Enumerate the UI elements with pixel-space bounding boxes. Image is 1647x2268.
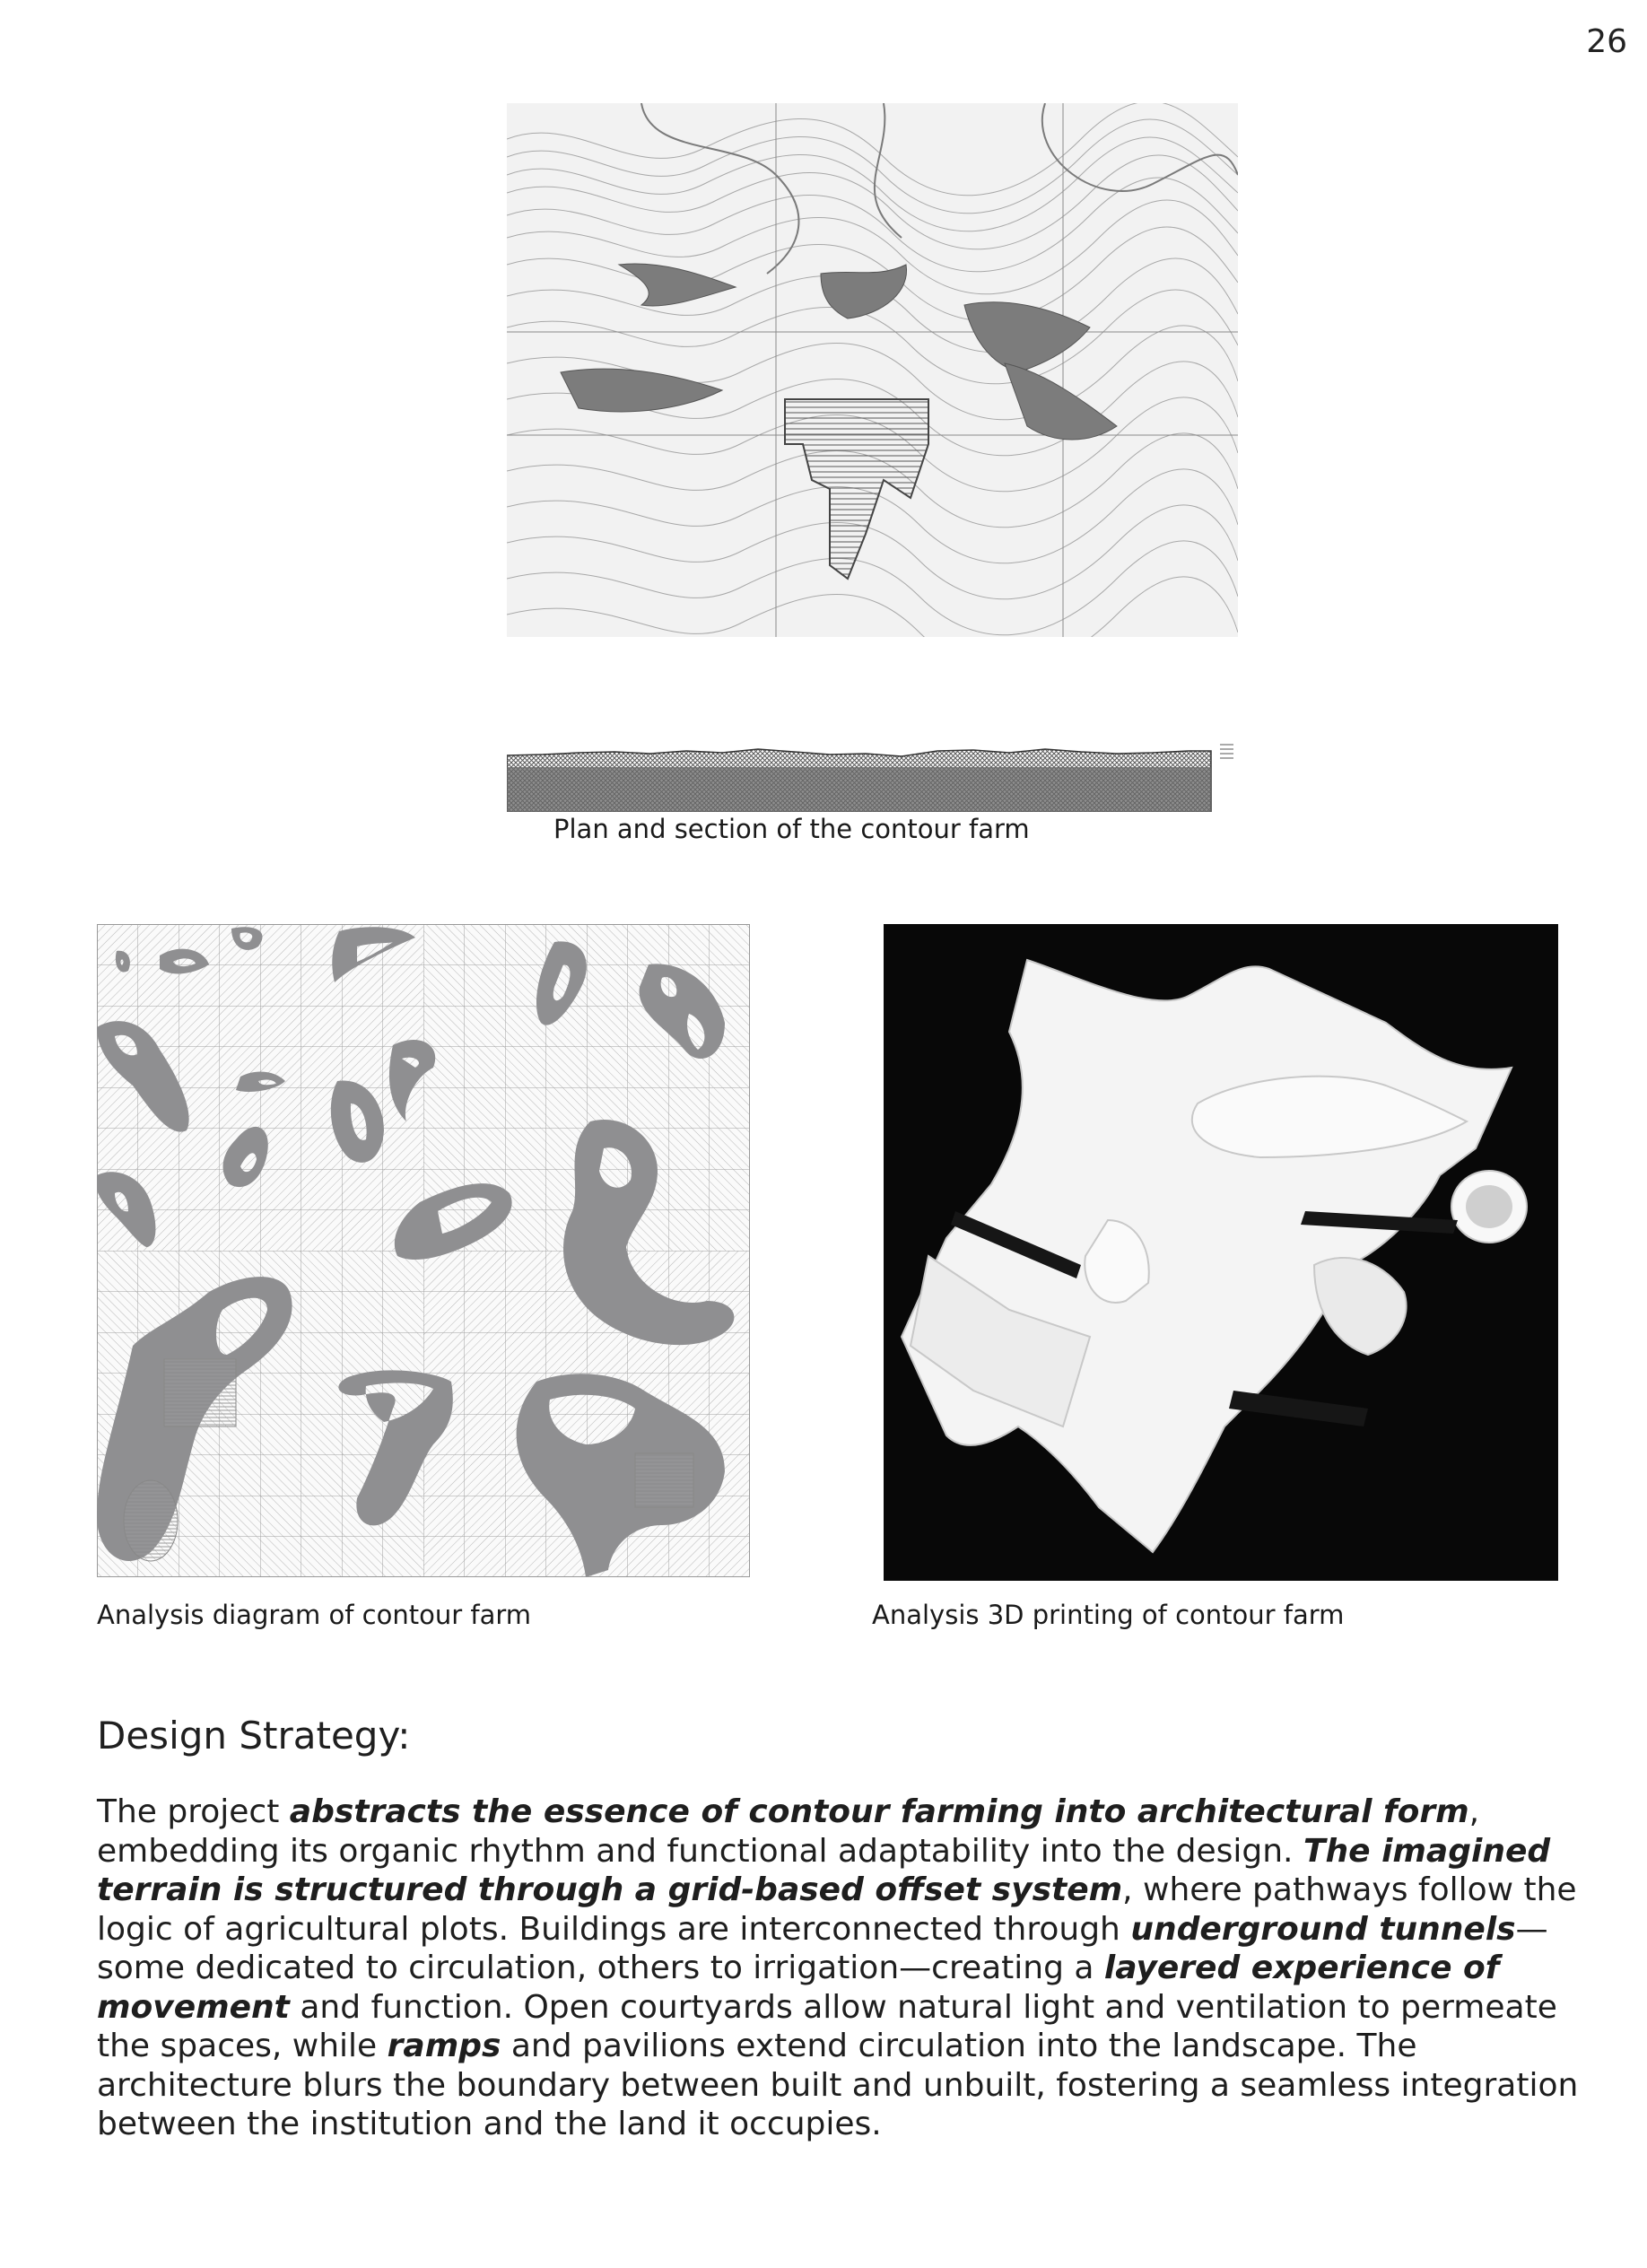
analysis-diagram (97, 924, 750, 1577)
paragraph-run: , where pathways follow the logic of agricultural plots. Buildings are interconnected through (97, 1871, 1577, 1948)
design-strategy-heading: Design Strategy: (97, 1714, 411, 1758)
contour-plan-drawing (507, 103, 1238, 637)
paragraph-run: The project (97, 1793, 290, 1830)
paragraph-run: and function. Open courtyards allow natural light and ventilation to permeate the spaces, while (97, 1988, 1557, 2064)
paragraph-run: —some dedicated to circulation, others to irrigation—creating a (97, 1910, 1548, 1986)
paragraph-emphasis: underground tunnels (1130, 1910, 1516, 1948)
3d-print-photo (884, 924, 1558, 1581)
3d-print-caption: Analysis 3D printing of contour farm (872, 1600, 1345, 1630)
paragraph-emphasis: The imagined terrain is structured through a grid-based offset system (97, 1832, 1551, 1908)
diagram-caption: Analysis diagram of contour farm (97, 1600, 532, 1630)
plan-section-caption: Plan and section of the contour farm (553, 814, 1030, 844)
contour-section-drawing (507, 731, 1238, 812)
design-strategy-paragraph (97, 1793, 1590, 2144)
paragraph-emphasis: layered experience of movement (97, 1950, 1500, 2026)
paragraph-run: and pavilions extend circulation into the landscape. The architecture blurs the boundary between built and unbuilt, fostering a seamless integration between the institution and the land it occupies. (97, 2028, 1579, 2142)
paragraph-emphasis: ramps (387, 2028, 501, 2064)
page-number: 26 (1586, 23, 1627, 60)
paragraph-emphasis: abstracts the essence of contour farming into architectural form (289, 1793, 1469, 1830)
paragraph-run: , embedding its organic rhythm and functional adaptability into the design. (97, 1793, 1480, 1870)
